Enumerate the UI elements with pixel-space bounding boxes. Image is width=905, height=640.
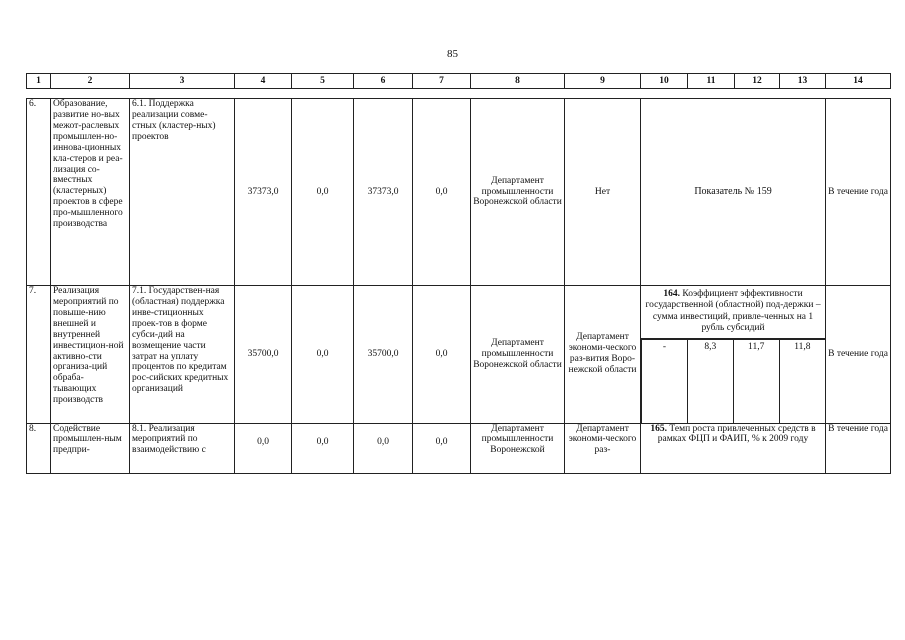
funding-col4: 35700,0 xyxy=(235,286,292,424)
funding-col7: 0,0 xyxy=(413,423,471,473)
measures-table xyxy=(26,98,891,474)
activity-area: Реализация мероприятий по повыше-нию внешней и внутренней инвестицион-ной активно-сти организа-ций обраба-тывающих производств xyxy=(51,286,130,424)
funding-col6: 37373,0 xyxy=(354,99,413,286)
executor: Департамент промышленности Воронежской области xyxy=(471,286,565,424)
table-row xyxy=(27,99,891,286)
measure-description: 7.1. Государствен-ная (областная) поддержка инве-стиционных проек-тов в форме субси-дий на возмещение части затрат на уплату процентов по кредитам рос-сийских кредитных организаций xyxy=(130,286,235,424)
executor: Департамент промышленности Воронежской xyxy=(471,423,565,473)
indicator-text: Темп роста привлеченных средств в рамках ФЦП и ФАИП, % к 2009 году xyxy=(657,423,816,445)
co-executor: Департамент экономи-ческого раз-вития Воро-нежской области xyxy=(565,286,641,424)
col-header: 7 xyxy=(413,74,471,89)
row-number: 8. xyxy=(27,423,51,473)
funding-col6: 0,0 xyxy=(354,423,413,473)
col-header: 3 xyxy=(130,74,235,89)
col-header: 6 xyxy=(354,74,413,89)
term: В течение года xyxy=(826,286,891,424)
col-header: 12 xyxy=(735,74,780,89)
term: В течение года xyxy=(826,99,891,286)
activity-area: Содействие промышлен-ным предпри- xyxy=(51,423,130,473)
activity-area: Образование, развитие но-вых межот-раслевых промышлен-но-иннова-ционных кла-стеров и реа-лизация со-вместных (кластерных) проектов в сфере про-мышленного производства xyxy=(51,99,130,286)
indicator-text: Коэффициент эффективности государственной (областной) под-держки – сумма инвестиций, привле-ченных на 1 рубль субсидий xyxy=(645,289,821,334)
measure-description: 8.1. Реализация мероприятий по взаимодействию с xyxy=(130,423,235,473)
value-col13: 11,8 xyxy=(779,339,825,423)
page-number: 85 xyxy=(447,48,458,60)
value-col10: - xyxy=(642,339,688,423)
indicator-block xyxy=(641,423,826,473)
col-header: 11 xyxy=(688,74,735,89)
indicator-reference: Показатель № 159 xyxy=(641,99,826,286)
measure-description: 6.1. Поддержка реализации совме-стных (кластер-ных) проектов xyxy=(130,99,235,286)
col-header: 9 xyxy=(565,74,641,89)
funding-col5: 0,0 xyxy=(292,99,354,286)
indicator-number: 165. xyxy=(650,423,668,434)
indicator-values xyxy=(641,339,825,424)
table-row xyxy=(27,423,891,473)
column-header-table xyxy=(26,73,891,89)
term: В течение года xyxy=(826,423,891,473)
funding-col6: 35700,0 xyxy=(354,286,413,424)
funding-col7: 0,0 xyxy=(413,99,471,286)
col-header: 2 xyxy=(51,74,130,89)
column-number-row xyxy=(27,74,891,89)
funding-col5: 0,0 xyxy=(292,423,354,473)
value-col11: 8,3 xyxy=(687,339,733,423)
co-executor: Департамент экономи-ческого раз- xyxy=(565,423,641,473)
funding-col4: 37373,0 xyxy=(235,99,292,286)
col-header: 8 xyxy=(471,74,565,89)
executor: Департамент промышленности Воронежской области xyxy=(471,99,565,286)
col-header: 1 xyxy=(27,74,51,89)
value-col12: 11,7 xyxy=(733,339,779,423)
funding-col4: 0,0 xyxy=(235,423,292,473)
co-executor: Нет xyxy=(565,99,641,286)
col-header: 5 xyxy=(292,74,354,89)
row-number: 6. xyxy=(27,99,51,286)
col-header: 4 xyxy=(235,74,292,89)
indicator-number: 164. xyxy=(663,289,680,299)
indicator-title xyxy=(641,286,825,339)
col-header: 10 xyxy=(641,74,688,89)
col-header: 14 xyxy=(826,74,891,89)
indicator-block xyxy=(641,286,826,424)
table-row xyxy=(27,286,891,424)
funding-col5: 0,0 xyxy=(292,286,354,424)
col-header: 13 xyxy=(780,74,826,89)
row-number: 7. xyxy=(27,286,51,424)
funding-col7: 0,0 xyxy=(413,286,471,424)
